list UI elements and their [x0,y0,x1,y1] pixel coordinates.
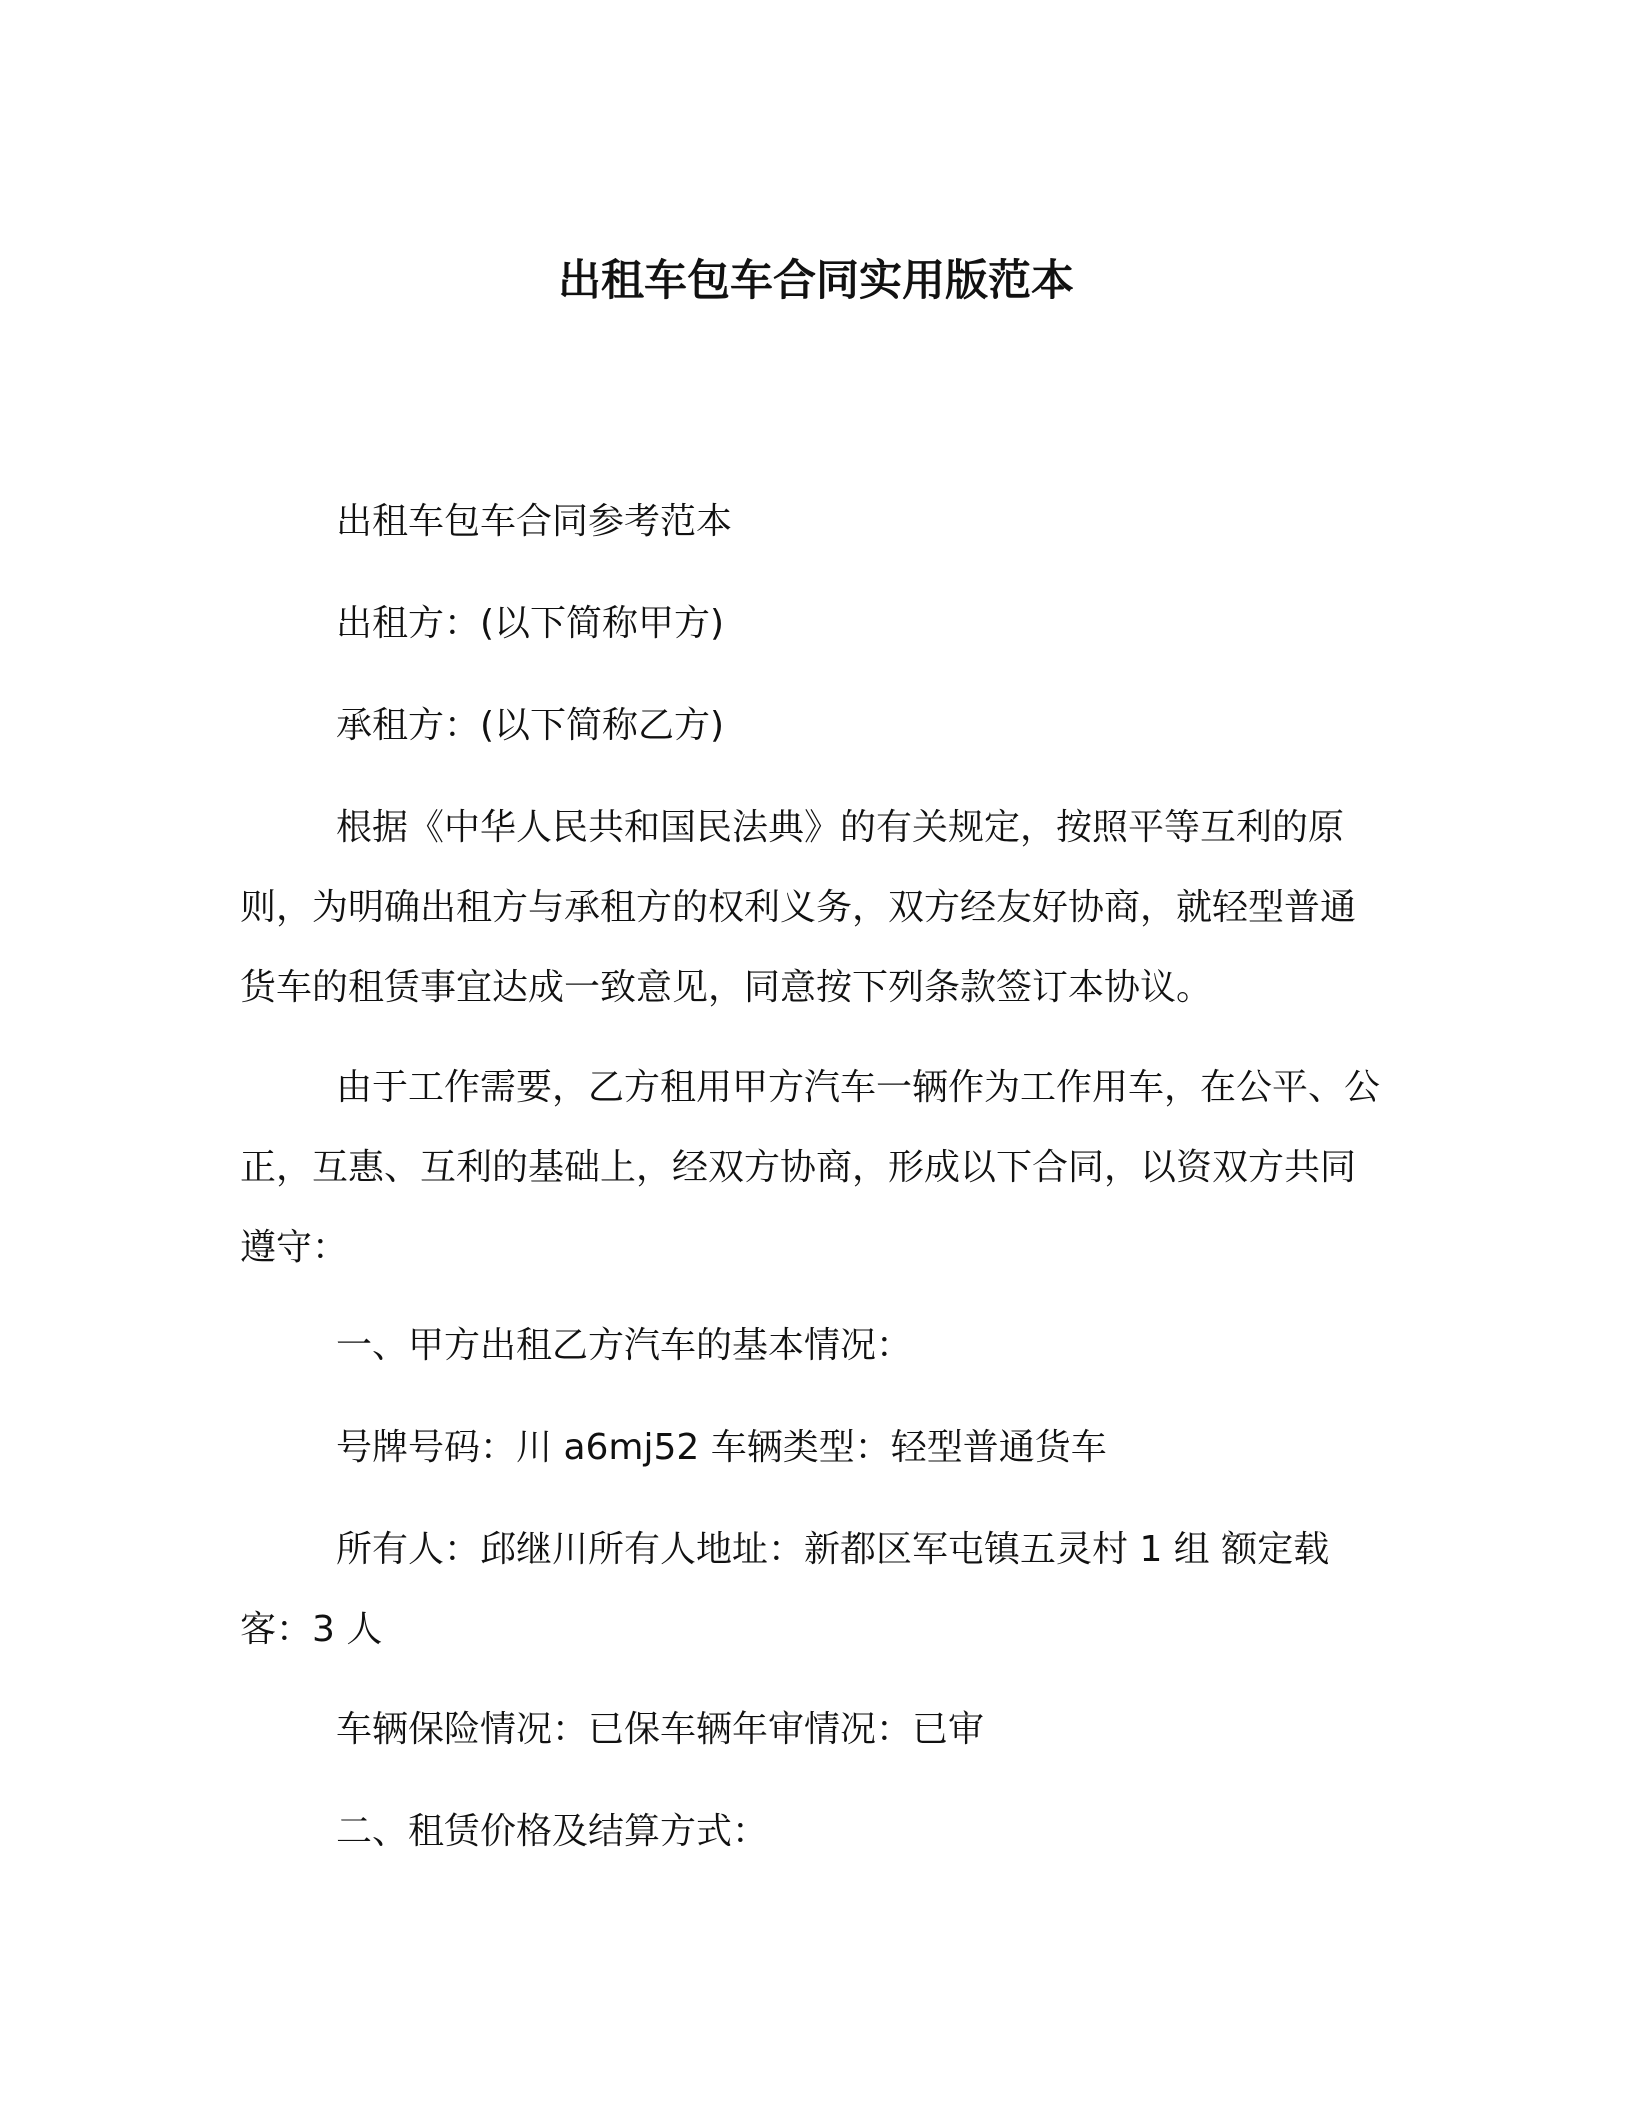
section-heading-price: 二、租赁价格及结算方式： [336,1811,769,1852]
document-title: 出租车包车合同实用版范本 [558,255,1074,306]
section-heading-vehicle-info: 一、甲方出租乙方汽车的基本情况： [336,1325,913,1366]
paragraph-owner: 所有人：邱继川所有人地址：新都区军屯镇五灵村 1 组 额定载客：3 人 [240,1529,1330,1650]
paragraph-insurance: 车辆保险情况：已保车辆年审情况：已审 [336,1709,985,1750]
paragraph-lessor: 出租方：(以下简称甲方) [336,603,725,644]
paragraph-lessee: 承租方：(以下简称乙方) [336,705,725,746]
paragraph-purpose: 由于工作需要，乙方租用甲方汽车一辆作为工作用车，在公平、公正，互惠、互利的基础上，经双方协商，形成以下合同，以资双方共同遵守： [240,1067,1381,1268]
paragraph-plate-number: 号牌号码：川 a6mj52 车辆类型：轻型普通货车 [336,1427,1107,1468]
paragraph-subtitle: 出租车包车合同参考范本 [336,501,733,542]
paragraph-legal-basis: 根据《中华人民共和国民法典》的有关规定，按照平等互利的原则，为明确出租方与承租方的权利义务，双方经友好协商，就轻型普通货车的租赁事宜达成一致意见，同意按下列条款签订本协议。 [240,807,1357,1008]
